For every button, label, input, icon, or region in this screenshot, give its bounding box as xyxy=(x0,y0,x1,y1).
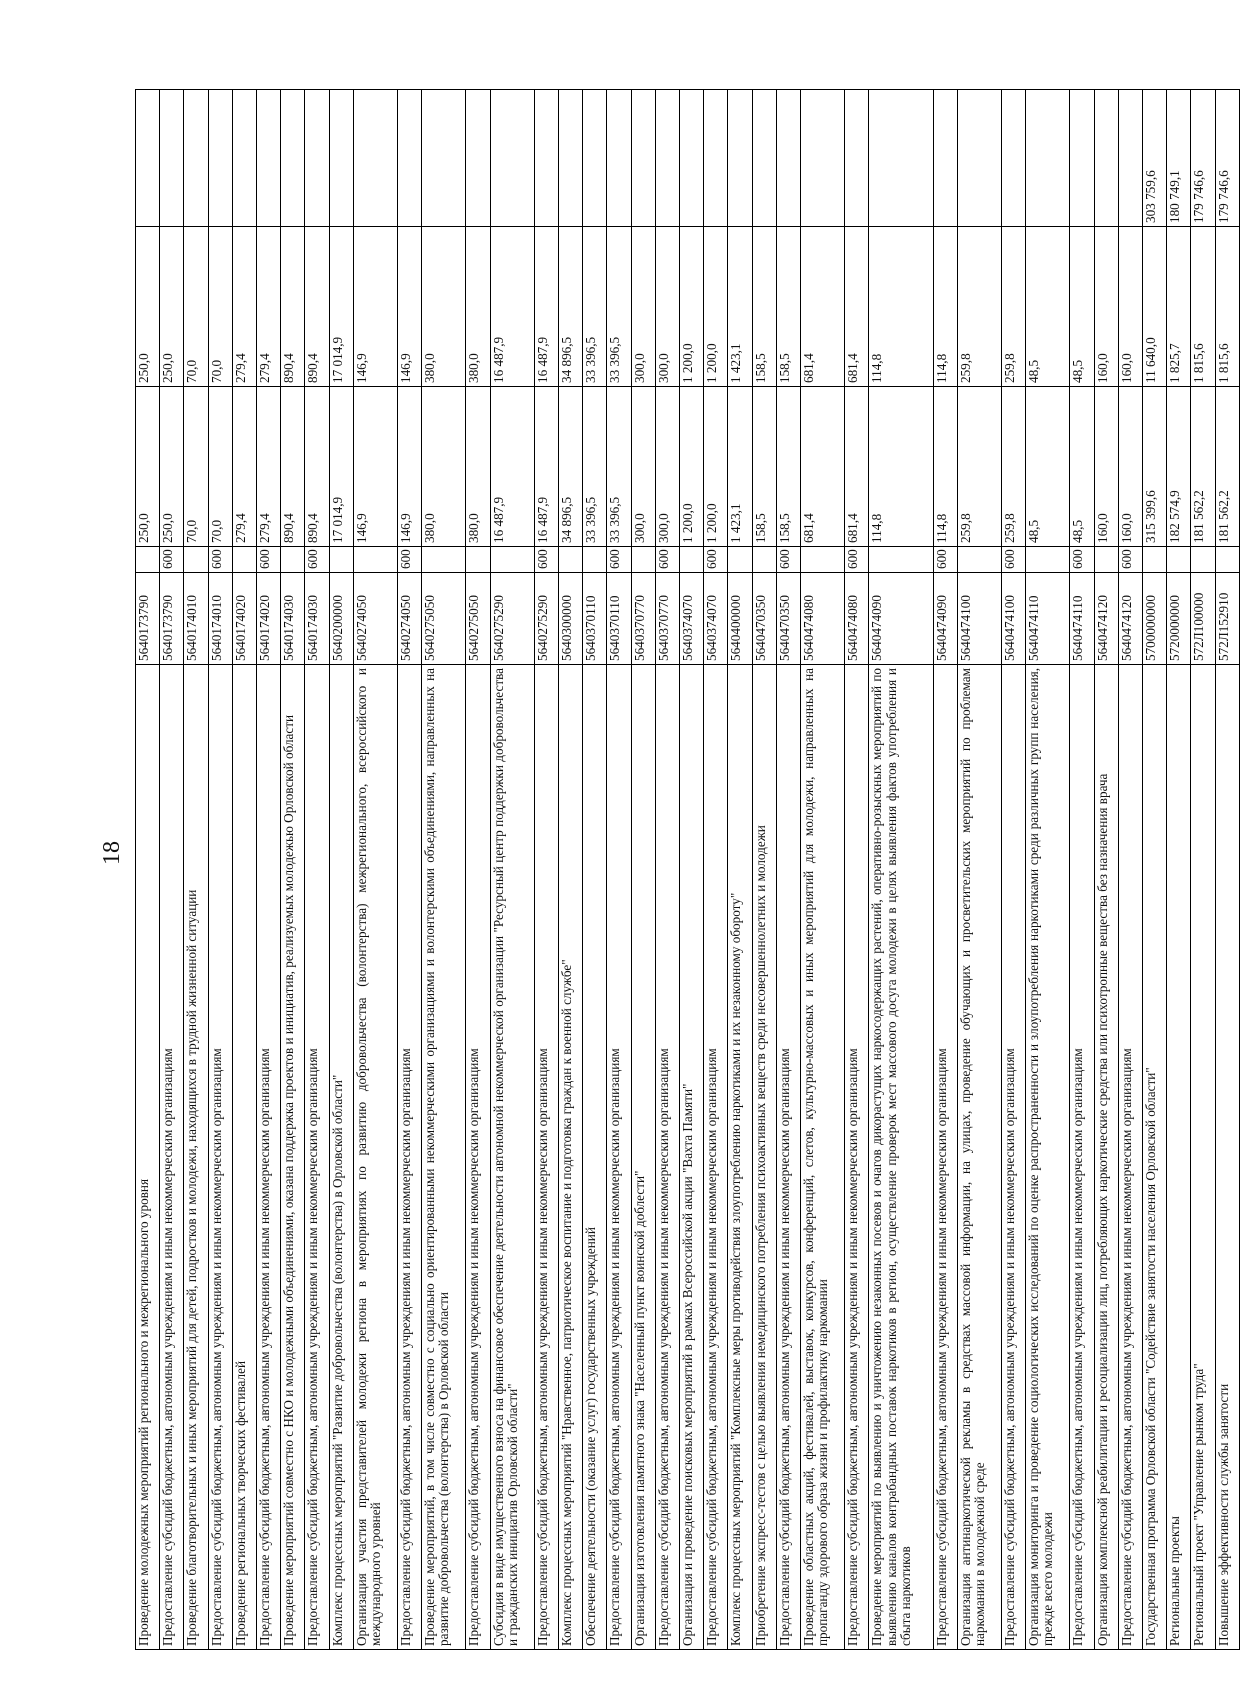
row-regional-budget-cell: 11 640,0 xyxy=(1143,227,1167,387)
row-total-cell: 48,5 xyxy=(1026,387,1070,547)
row-federal-budget-cell xyxy=(281,90,305,227)
row-expense-type-cell xyxy=(752,547,776,573)
table-row xyxy=(208,90,232,1650)
row-regional-budget-cell: 681,4 xyxy=(845,227,869,387)
row-name-cell: Приобретение экспресс-тестов с целью выявления немедицинского потребления психоактивных веществ среди несовершеннолетних и молодежи xyxy=(752,665,776,1650)
row-code-cell: 572Л152910 xyxy=(1215,573,1239,665)
row-federal-budget-cell xyxy=(398,90,422,227)
row-expense-type-cell xyxy=(583,547,607,573)
row-total-cell: 890,4 xyxy=(305,387,329,547)
row-expense-type-cell xyxy=(281,547,305,573)
table-row xyxy=(728,90,752,1650)
row-name-cell: Предоставление субсидий бюджетным, автономным учреждениям и иным некоммерческим организациям xyxy=(933,665,957,1650)
row-total-cell: 181 562,2 xyxy=(1191,387,1215,547)
row-regional-budget-cell: 48,5 xyxy=(1026,227,1070,387)
row-regional-budget-cell: 681,4 xyxy=(801,227,845,387)
table-row xyxy=(631,90,655,1650)
table-row xyxy=(398,90,422,1650)
row-expense-type-cell: 600 xyxy=(1002,547,1026,573)
row-federal-budget-cell xyxy=(1070,90,1094,227)
row-expense-type-cell: 600 xyxy=(398,547,422,573)
row-name-cell: Предоставление субсидий бюджетным, автономным учреждениям и иным некоммерческим организациям xyxy=(704,665,728,1650)
row-total-cell: 315 399,6 xyxy=(1143,387,1167,547)
row-total-cell: 160,0 xyxy=(1118,387,1142,547)
row-code-cell: 5640275050 xyxy=(466,573,490,665)
row-name-cell: Проведение мероприятий по выявлению и уничтожению незаконных посевов и очагов дикорастущих наркосодержащих растений, оперативно-розыскных мероприятий по выявлению каналов контрабандных поставок наркотиков в регион, осуществление проверок мест массового досуга молодежи в целях выявления фактов употребления и сбыта наркотиков xyxy=(869,665,933,1650)
row-code-cell: 5640274050 xyxy=(398,573,422,665)
row-federal-budget-cell xyxy=(160,90,184,227)
row-regional-budget-cell: 300,0 xyxy=(631,227,655,387)
row-expense-type-cell xyxy=(490,547,534,573)
row-name-cell: Организация участия представителей молодежи региона в мероприятиях по развитию добровольчества (волонтерства) межрегионального, всероссийского и международного уровней xyxy=(353,665,397,1650)
row-regional-budget-cell: 1 200,0 xyxy=(704,227,728,387)
table-row xyxy=(752,90,776,1650)
row-regional-budget-cell: 1 815,6 xyxy=(1191,227,1215,387)
row-code-cell: 5640474120 xyxy=(1094,573,1118,665)
row-expense-type-cell xyxy=(1143,547,1167,573)
row-federal-budget-cell xyxy=(232,90,256,227)
row-federal-budget-cell xyxy=(845,90,869,227)
row-name-cell: Предоставление субсидий бюджетным, автономным учреждениям и иным некоммерческим организациям xyxy=(1118,665,1142,1650)
row-name-cell: Организация мониторинга и проведение социологических исследований по оценке распространенности и злоупотребления наркотиками среди различных групп населения, прежде всего молодежи xyxy=(1026,665,1070,1650)
table-row xyxy=(232,90,256,1650)
row-total-cell: 1 200,0 xyxy=(680,387,704,547)
row-code-cell: 5640374070 xyxy=(704,573,728,665)
table-row xyxy=(559,90,583,1650)
row-total-cell: 259,8 xyxy=(1002,387,1026,547)
table-row xyxy=(1167,90,1191,1650)
rotated-table-container xyxy=(135,90,1240,1650)
row-code-cell: 5640200000 xyxy=(329,573,353,665)
table-row xyxy=(329,90,353,1650)
row-regional-budget-cell: 160,0 xyxy=(1118,227,1142,387)
row-code-cell: 5640174010 xyxy=(184,573,208,665)
row-regional-budget-cell: 250,0 xyxy=(160,227,184,387)
row-total-cell: 250,0 xyxy=(136,387,160,547)
row-code-cell: 5640275050 xyxy=(422,573,466,665)
row-federal-budget-cell xyxy=(466,90,490,227)
row-expense-type-cell xyxy=(232,547,256,573)
row-expense-type-cell xyxy=(136,547,160,573)
row-regional-budget-cell: 16 487,9 xyxy=(490,227,534,387)
row-regional-budget-cell: 16 487,9 xyxy=(534,227,558,387)
row-expense-type-cell: 600 xyxy=(655,547,679,573)
row-total-cell: 300,0 xyxy=(631,387,655,547)
row-total-cell: 890,4 xyxy=(281,387,305,547)
row-name-cell: Повышение эффективности службы занятости xyxy=(1215,665,1239,1650)
row-expense-type-cell: 600 xyxy=(208,547,232,573)
row-name-cell: Обеспечение деятельности (оказание услуг) государственных учреждений xyxy=(583,665,607,1650)
row-total-cell: 114,8 xyxy=(869,387,933,547)
row-name-cell: Организация и проведение поисковых мероприятий в рамках Всероссийской акции "Вахта Памяти" xyxy=(680,665,704,1650)
row-federal-budget-cell xyxy=(680,90,704,227)
row-total-cell: 259,8 xyxy=(957,387,1001,547)
row-expense-type-cell xyxy=(466,547,490,573)
table-row xyxy=(281,90,305,1650)
row-total-cell: 1 200,0 xyxy=(704,387,728,547)
table-row xyxy=(680,90,704,1650)
row-total-cell: 158,5 xyxy=(776,387,800,547)
row-total-cell: 33 396,5 xyxy=(607,387,631,547)
row-federal-budget-cell xyxy=(728,90,752,227)
row-regional-budget-cell: 114,8 xyxy=(933,227,957,387)
row-total-cell: 250,0 xyxy=(160,387,184,547)
budget-table-body xyxy=(136,90,1240,1650)
row-total-cell: 146,9 xyxy=(398,387,422,547)
row-code-cell: 5640474080 xyxy=(845,573,869,665)
row-regional-budget-cell: 33 396,5 xyxy=(583,227,607,387)
row-total-cell: 681,4 xyxy=(845,387,869,547)
row-expense-type-cell xyxy=(353,547,397,573)
table-row xyxy=(869,90,933,1650)
row-code-cell: 5640275290 xyxy=(490,573,534,665)
row-name-cell: Региональные проекты xyxy=(1167,665,1191,1650)
table-row xyxy=(583,90,607,1650)
row-total-cell: 160,0 xyxy=(1094,387,1118,547)
table-row xyxy=(353,90,397,1650)
row-federal-budget-cell xyxy=(329,90,353,227)
row-regional-budget-cell: 890,4 xyxy=(305,227,329,387)
row-code-cell: 5640470350 xyxy=(752,573,776,665)
table-row xyxy=(1094,90,1118,1650)
row-expense-type-cell xyxy=(559,547,583,573)
row-code-cell: 5640173790 xyxy=(136,573,160,665)
row-federal-budget-cell xyxy=(1094,90,1118,227)
table-row xyxy=(1118,90,1142,1650)
table-row xyxy=(845,90,869,1650)
row-code-cell: 5640474120 xyxy=(1118,573,1142,665)
row-regional-budget-cell: 279,4 xyxy=(257,227,281,387)
table-row xyxy=(184,90,208,1650)
row-name-cell: Проведение региональных творческих фестивалей xyxy=(232,665,256,1650)
row-total-cell: 17 014,9 xyxy=(329,387,353,547)
table-row xyxy=(957,90,1001,1650)
row-code-cell: 5640174010 xyxy=(208,573,232,665)
row-code-cell: 5640474090 xyxy=(869,573,933,665)
table-row xyxy=(466,90,490,1650)
row-name-cell: Организация комплексной реабилитации и ресоциализации лиц, потребляющих наркотические средства или психотропные вещества без назначения врача xyxy=(1094,665,1118,1650)
row-total-cell: 681,4 xyxy=(801,387,845,547)
table-row xyxy=(704,90,728,1650)
row-expense-type-cell xyxy=(728,547,752,573)
row-federal-budget-cell xyxy=(184,90,208,227)
row-federal-budget-cell xyxy=(257,90,281,227)
row-total-cell: 279,4 xyxy=(232,387,256,547)
row-name-cell: Предоставление субсидий бюджетным, автономным учреждениям и иным некоммерческим организациям xyxy=(305,665,329,1650)
row-expense-type-cell xyxy=(801,547,845,573)
row-regional-budget-cell: 17 014,9 xyxy=(329,227,353,387)
page-number: 18 xyxy=(99,841,125,865)
row-regional-budget-cell: 1 200,0 xyxy=(680,227,704,387)
row-name-cell: Комплекс процессных мероприятий "Развитие добровольчества (волонтерства) в Орловской области" xyxy=(329,665,353,1650)
table-row xyxy=(801,90,845,1650)
row-regional-budget-cell: 259,8 xyxy=(957,227,1001,387)
row-federal-budget-cell xyxy=(422,90,466,227)
row-regional-budget-cell: 380,0 xyxy=(466,227,490,387)
table-row xyxy=(1143,90,1167,1650)
row-regional-budget-cell: 259,8 xyxy=(1002,227,1026,387)
row-total-cell: 146,9 xyxy=(353,387,397,547)
row-federal-budget-cell: 303 759,6 xyxy=(1143,90,1167,227)
row-total-cell: 34 896,5 xyxy=(559,387,583,547)
table-row xyxy=(534,90,558,1650)
row-federal-budget-cell xyxy=(776,90,800,227)
row-expense-type-cell: 600 xyxy=(160,547,184,573)
row-regional-budget-cell: 1 825,7 xyxy=(1167,227,1191,387)
table-row xyxy=(655,90,679,1650)
row-name-cell: Проведение мероприятий совместно с НКО и молодежными объединениями, оказана поддержка проектов и инициатив, реализуемых молодежью Орловской области xyxy=(281,665,305,1650)
row-regional-budget-cell: 70,0 xyxy=(208,227,232,387)
row-federal-budget-cell xyxy=(704,90,728,227)
row-federal-budget-cell xyxy=(583,90,607,227)
row-code-cell: 5720000000 xyxy=(1167,573,1191,665)
row-expense-type-cell: 600 xyxy=(704,547,728,573)
table-row xyxy=(1070,90,1094,1650)
row-regional-budget-cell: 48,5 xyxy=(1070,227,1094,387)
row-expense-type-cell: 600 xyxy=(845,547,869,573)
row-federal-budget-cell xyxy=(801,90,845,227)
row-code-cell: 5640174030 xyxy=(305,573,329,665)
row-name-cell: Предоставление субсидий бюджетным, автономным учреждениям и иным некоммерческим организациям xyxy=(655,665,679,1650)
row-federal-budget-cell: 179 746,6 xyxy=(1191,90,1215,227)
row-name-cell: Предоставление субсидий бюджетным, автономным учреждениям и иным некоммерческим организациям xyxy=(845,665,869,1650)
row-name-cell: Предоставление субсидий бюджетным, автономным учреждениям и иным некоммерческим организациям xyxy=(1070,665,1094,1650)
row-regional-budget-cell: 158,5 xyxy=(752,227,776,387)
row-regional-budget-cell: 114,8 xyxy=(869,227,933,387)
table-row xyxy=(257,90,281,1650)
row-name-cell: Предоставление субсидий бюджетным, автономным учреждениям и иным некоммерческим организациям xyxy=(160,665,184,1650)
row-expense-type-cell xyxy=(422,547,466,573)
row-expense-type-cell xyxy=(1167,547,1191,573)
row-federal-budget-cell xyxy=(353,90,397,227)
row-code-cell: 572Л100000 xyxy=(1191,573,1215,665)
row-name-cell: Региональный проект "Управление рынком труда" xyxy=(1191,665,1215,1650)
row-expense-type-cell: 600 xyxy=(534,547,558,573)
row-federal-budget-cell xyxy=(136,90,160,227)
row-regional-budget-cell: 146,9 xyxy=(353,227,397,387)
row-total-cell: 48,5 xyxy=(1070,387,1094,547)
row-code-cell: 5640174030 xyxy=(281,573,305,665)
row-federal-budget-cell xyxy=(1118,90,1142,227)
row-name-cell: Предоставление субсидий бюджетным, автономным учреждениям и иным некоммерческим организациям xyxy=(208,665,232,1650)
row-code-cell: 5640173790 xyxy=(160,573,184,665)
row-total-cell: 279,4 xyxy=(257,387,281,547)
row-name-cell: Предоставление субсидий бюджетным, автономным учреждениям и иным некоммерческим организациям xyxy=(257,665,281,1650)
row-regional-budget-cell: 1 815,6 xyxy=(1215,227,1239,387)
row-code-cell: 5700000000 xyxy=(1143,573,1167,665)
row-name-cell: Предоставление субсидий бюджетным, автономным учреждениям и иным некоммерческим организациям xyxy=(607,665,631,1650)
row-federal-budget-cell xyxy=(869,90,933,227)
table-frame xyxy=(135,90,1240,1650)
row-code-cell: 5640374070 xyxy=(680,573,704,665)
row-federal-budget-cell xyxy=(1026,90,1070,227)
row-code-cell: 5640370770 xyxy=(655,573,679,665)
table-row xyxy=(1191,90,1215,1650)
row-name-cell: Проведение мероприятий, в том числе совместно с социально ориентированными некоммерческими организациями и волонтерскими объединениями, направленных на развитие добровольчества (волонтерства) в Орловской области xyxy=(422,665,466,1650)
row-expense-type-cell xyxy=(1191,547,1215,573)
row-total-cell: 70,0 xyxy=(208,387,232,547)
row-expense-type-cell xyxy=(1215,547,1239,573)
row-name-cell: Проведение благотворительных и иных мероприятий для детей, подростков и молодежи, находящихся в трудной жизненной ситуации xyxy=(184,665,208,1650)
row-code-cell: 5640474100 xyxy=(1002,573,1026,665)
row-expense-type-cell xyxy=(680,547,704,573)
row-name-cell: Организация изготовления памятного знака "Населенный пункт воинской доблести" xyxy=(631,665,655,1650)
row-name-cell: Предоставление субсидий бюджетным, автономным учреждениям и иным некоммерческим организациям xyxy=(776,665,800,1650)
row-code-cell: 5640370770 xyxy=(631,573,655,665)
row-total-cell: 380,0 xyxy=(466,387,490,547)
table-row xyxy=(1215,90,1239,1650)
row-expense-type-cell xyxy=(869,547,933,573)
row-name-cell: Предоставление субсидий бюджетным, автономным учреждениям и иным некоммерческим организациям xyxy=(398,665,422,1650)
table-row xyxy=(1002,90,1026,1650)
row-name-cell: Предоставление субсидий бюджетным, автономным учреждениям и иным некоммерческим организациям xyxy=(534,665,558,1650)
row-total-cell: 1 423,1 xyxy=(728,387,752,547)
row-regional-budget-cell: 279,4 xyxy=(232,227,256,387)
row-federal-budget-cell xyxy=(208,90,232,227)
row-regional-budget-cell: 160,0 xyxy=(1094,227,1118,387)
row-regional-budget-cell: 34 896,5 xyxy=(559,227,583,387)
row-federal-budget-cell xyxy=(1002,90,1026,227)
row-federal-budget-cell xyxy=(957,90,1001,227)
row-federal-budget-cell xyxy=(534,90,558,227)
row-expense-type-cell xyxy=(184,547,208,573)
row-federal-budget-cell xyxy=(752,90,776,227)
row-code-cell: 5640174020 xyxy=(257,573,281,665)
row-expense-type-cell: 600 xyxy=(776,547,800,573)
row-code-cell: 5640370110 xyxy=(607,573,631,665)
row-total-cell: 70,0 xyxy=(184,387,208,547)
row-regional-budget-cell: 890,4 xyxy=(281,227,305,387)
row-regional-budget-cell: 1 423,1 xyxy=(728,227,752,387)
row-name-cell: Комплекс процессных мероприятий "Нравственное, патриотическое воспитание и подготовка граждан к военной службе" xyxy=(559,665,583,1650)
table-row xyxy=(933,90,957,1650)
row-federal-budget-cell xyxy=(607,90,631,227)
row-federal-budget-cell xyxy=(631,90,655,227)
row-federal-budget-cell xyxy=(933,90,957,227)
row-expense-type-cell xyxy=(957,547,1001,573)
table-row xyxy=(160,90,184,1650)
row-federal-budget-cell: 180 749,1 xyxy=(1167,90,1191,227)
row-code-cell: 5640275290 xyxy=(534,573,558,665)
row-code-cell: 5640474110 xyxy=(1026,573,1070,665)
row-name-cell: Проведение областных акций, фестивалей, выставок, конкурсов, конференций, слетов, культурно-массовых и иных мероприятий для молодежи, направленных на пропаганду здорового образа жизни и профилактику наркомании xyxy=(801,665,845,1650)
table-row xyxy=(305,90,329,1650)
row-expense-type-cell: 600 xyxy=(1070,547,1094,573)
row-name-cell: Государственная программа Орловской области "Содействие занятости населения Орловской области" xyxy=(1143,665,1167,1650)
row-regional-budget-cell: 250,0 xyxy=(136,227,160,387)
row-code-cell: 5640470350 xyxy=(776,573,800,665)
row-regional-budget-cell: 158,5 xyxy=(776,227,800,387)
row-regional-budget-cell: 380,0 xyxy=(422,227,466,387)
row-code-cell: 5640174020 xyxy=(232,573,256,665)
budget-table xyxy=(135,89,1240,1650)
row-name-cell: Комплекс процессных мероприятий "Комплексные меры противодействия злоупотреблению наркотиками и их незаконному обороту" xyxy=(728,665,752,1650)
row-expense-type-cell xyxy=(1094,547,1118,573)
row-regional-budget-cell: 70,0 xyxy=(184,227,208,387)
row-regional-budget-cell: 146,9 xyxy=(398,227,422,387)
table-row xyxy=(1026,90,1070,1650)
row-expense-type-cell: 600 xyxy=(305,547,329,573)
row-federal-budget-cell xyxy=(559,90,583,227)
row-expense-type-cell xyxy=(1026,547,1070,573)
row-code-cell: 5640370110 xyxy=(583,573,607,665)
row-expense-type-cell xyxy=(631,547,655,573)
row-federal-budget-cell xyxy=(655,90,679,227)
row-total-cell: 16 487,9 xyxy=(490,387,534,547)
row-name-cell: Субсидия в виде имущественного взноса на финансовое обеспечение деятельности автономной некоммерческой организации "Ресурсный центр поддержки добровольчества и гражданских инициатив Орловской области" xyxy=(490,665,534,1650)
row-total-cell: 158,5 xyxy=(752,387,776,547)
row-code-cell: 5640274050 xyxy=(353,573,397,665)
row-expense-type-cell xyxy=(329,547,353,573)
table-row xyxy=(136,90,160,1650)
row-regional-budget-cell: 300,0 xyxy=(655,227,679,387)
row-expense-type-cell: 600 xyxy=(257,547,281,573)
row-federal-budget-cell: 179 746,6 xyxy=(1215,90,1239,227)
row-total-cell: 380,0 xyxy=(422,387,466,547)
row-name-cell: Организация антинаркотической рекламы в средствах массовой информации, на улицах, проведение обучающих и просветительских мероприятий по проблемам наркомании в молодежной среде xyxy=(957,665,1001,1650)
row-total-cell: 181 562,2 xyxy=(1215,387,1239,547)
table-row xyxy=(776,90,800,1650)
row-total-cell: 300,0 xyxy=(655,387,679,547)
row-regional-budget-cell: 33 396,5 xyxy=(607,227,631,387)
row-name-cell: Проведение молодежных мероприятий регионального и межрегионального уровня xyxy=(136,665,160,1650)
row-name-cell: Предоставление субсидий бюджетным, автономным учреждениям и иным некоммерческим организациям xyxy=(466,665,490,1650)
row-code-cell: 5640474110 xyxy=(1070,573,1094,665)
row-total-cell: 33 396,5 xyxy=(583,387,607,547)
row-code-cell: 5640474090 xyxy=(933,573,957,665)
row-federal-budget-cell xyxy=(305,90,329,227)
row-total-cell: 114,8 xyxy=(933,387,957,547)
table-row xyxy=(422,90,466,1650)
row-name-cell: Предоставление субсидий бюджетным, автономным учреждениям и иным некоммерческим организациям xyxy=(1002,665,1026,1650)
row-code-cell: 5640474080 xyxy=(801,573,845,665)
row-total-cell: 182 574,9 xyxy=(1167,387,1191,547)
row-code-cell: 5640400000 xyxy=(728,573,752,665)
row-expense-type-cell: 600 xyxy=(933,547,957,573)
row-expense-type-cell: 600 xyxy=(607,547,631,573)
table-row xyxy=(607,90,631,1650)
row-federal-budget-cell xyxy=(490,90,534,227)
row-expense-type-cell: 600 xyxy=(1118,547,1142,573)
row-code-cell: 5640474100 xyxy=(957,573,1001,665)
table-row xyxy=(490,90,534,1650)
row-code-cell: 5640300000 xyxy=(559,573,583,665)
row-total-cell: 16 487,9 xyxy=(534,387,558,547)
